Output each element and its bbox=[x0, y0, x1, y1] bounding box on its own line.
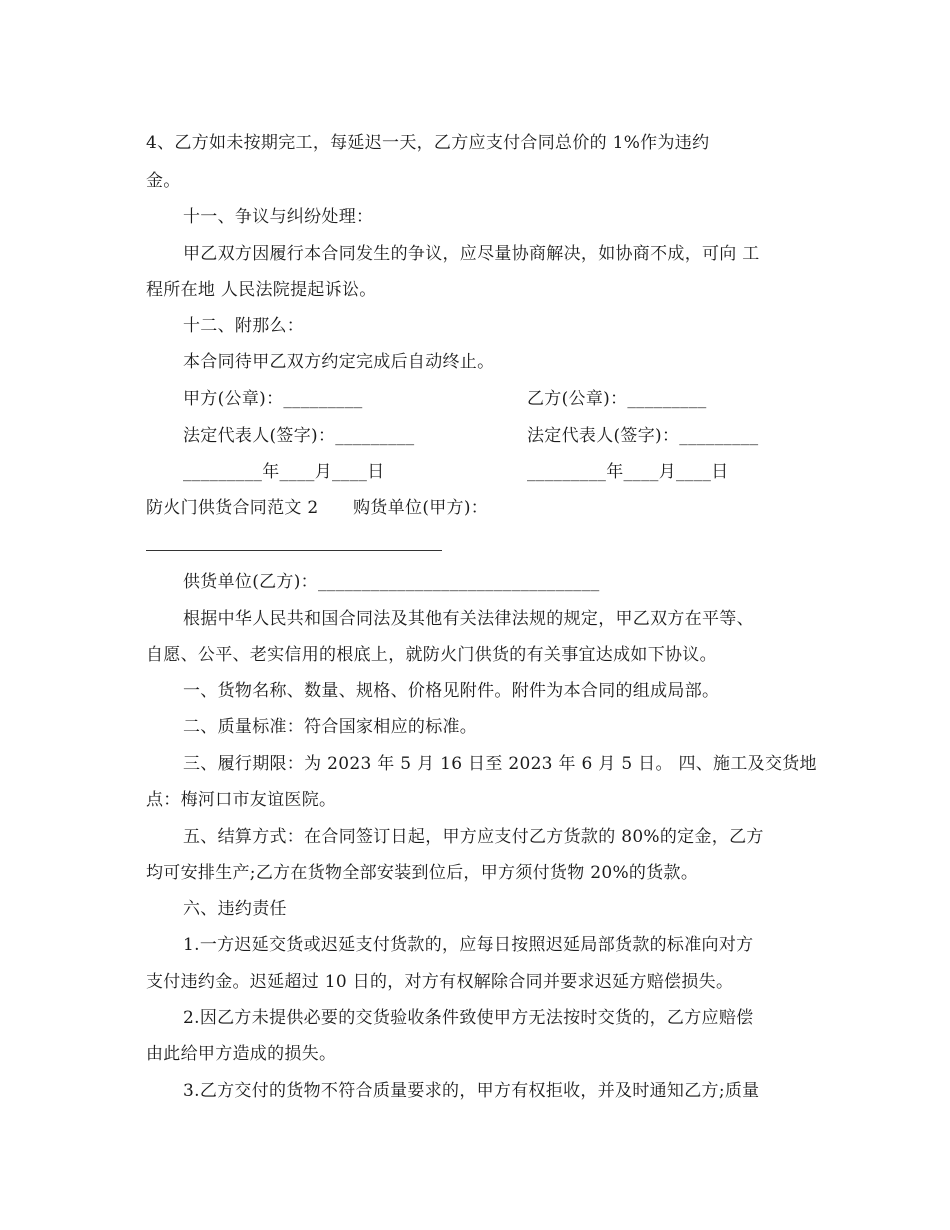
section-11-line-1: 甲乙双方因履行本合同发生的争议，应尽量协商解决，如协商不成，可向 工 bbox=[183, 244, 760, 264]
preamble-line-2: 自愿、公平、老实信用的根底上，就防火门供货的有关事宜达成如下协议。 bbox=[146, 645, 717, 665]
article-5-line-1: 五、结算方式：在合同签订日起，甲方应支付乙方货款的 80%的定金，乙方 bbox=[183, 827, 764, 847]
party-a-representative: 法定代表人(签字)：_________ bbox=[183, 426, 415, 446]
liability-2-line-2: 由此给甲方造成的损失。 bbox=[146, 1044, 337, 1064]
party-a-date: _________年____月____日 bbox=[183, 462, 385, 482]
supplier-line: 供货单位(乙方)：________________________________ bbox=[183, 572, 600, 592]
liability-1-line-1: 1.一方迟延交货或迟延支付货款的，应每日按照迟延局部货款的标准向对方 bbox=[183, 935, 754, 955]
buyer-blank-line bbox=[146, 550, 442, 551]
liability-1-line-2: 支付违约金。迟延超过 10 日的，对方有权解除合同并要求迟延方赔偿损失。 bbox=[146, 972, 734, 992]
preamble-line-1: 根据中华人民共和国合同法及其他有关法律法规的规定，甲乙双方在平等、 bbox=[183, 609, 754, 629]
party-b-representative: 法定代表人(签字)：_________ bbox=[527, 426, 759, 446]
article-6-heading: 六、违约责任 bbox=[183, 899, 287, 919]
section-11-line-2: 程所在地 人民法院提起诉讼。 bbox=[146, 280, 377, 300]
section-12-line-1: 本合同待甲乙双方约定完成后自动终止。 bbox=[183, 352, 495, 372]
party-b-seal: 乙方(公章)：_________ bbox=[527, 389, 707, 409]
party-a-seal: 甲方(公章)：_________ bbox=[183, 389, 363, 409]
clause-4-line-2: 金。 bbox=[146, 171, 181, 191]
contract-2-title-line: 防火门供货合同范文 2 购货单位(甲方)： bbox=[146, 498, 489, 518]
article-3-line-2: 点：梅河口市友谊医院。 bbox=[146, 790, 337, 810]
article-1-line: 一、货物名称、数量、规格、价格见附件。附件为本合同的组成局部。 bbox=[183, 681, 720, 701]
article-3-line-1: 三、履行期限：为 2023 年 5 月 16 日至 2023 年 6 月 5 日。 四、施工及交货地 bbox=[183, 754, 817, 774]
party-b-date: _________年____月____日 bbox=[527, 462, 729, 482]
clause-4-line-1: 4、乙方如未按期完工，每延迟一天，乙方应支付合同总价的 1%作为违约 bbox=[146, 133, 710, 153]
liability-2-line-1: 2.因乙方未提供必要的交货验收条件致使甲方无法按时交货的，乙方应赔偿 bbox=[183, 1008, 754, 1028]
section-12-heading: 十二、附那么： bbox=[183, 316, 305, 336]
article-5-line-2: 均可安排生产;乙方在货物全部安装到位后，甲方须付货物 20%的货款。 bbox=[146, 863, 699, 883]
liability-3-line-1: 3.乙方交付的货物不符合质量要求的，甲方有权拒收，并及时通知乙方;质量 bbox=[183, 1081, 760, 1101]
article-2-line: 二、质量标准：符合国家相应的标准。 bbox=[183, 717, 478, 737]
section-11-heading: 十一、争议与纠纷处理： bbox=[183, 207, 374, 227]
